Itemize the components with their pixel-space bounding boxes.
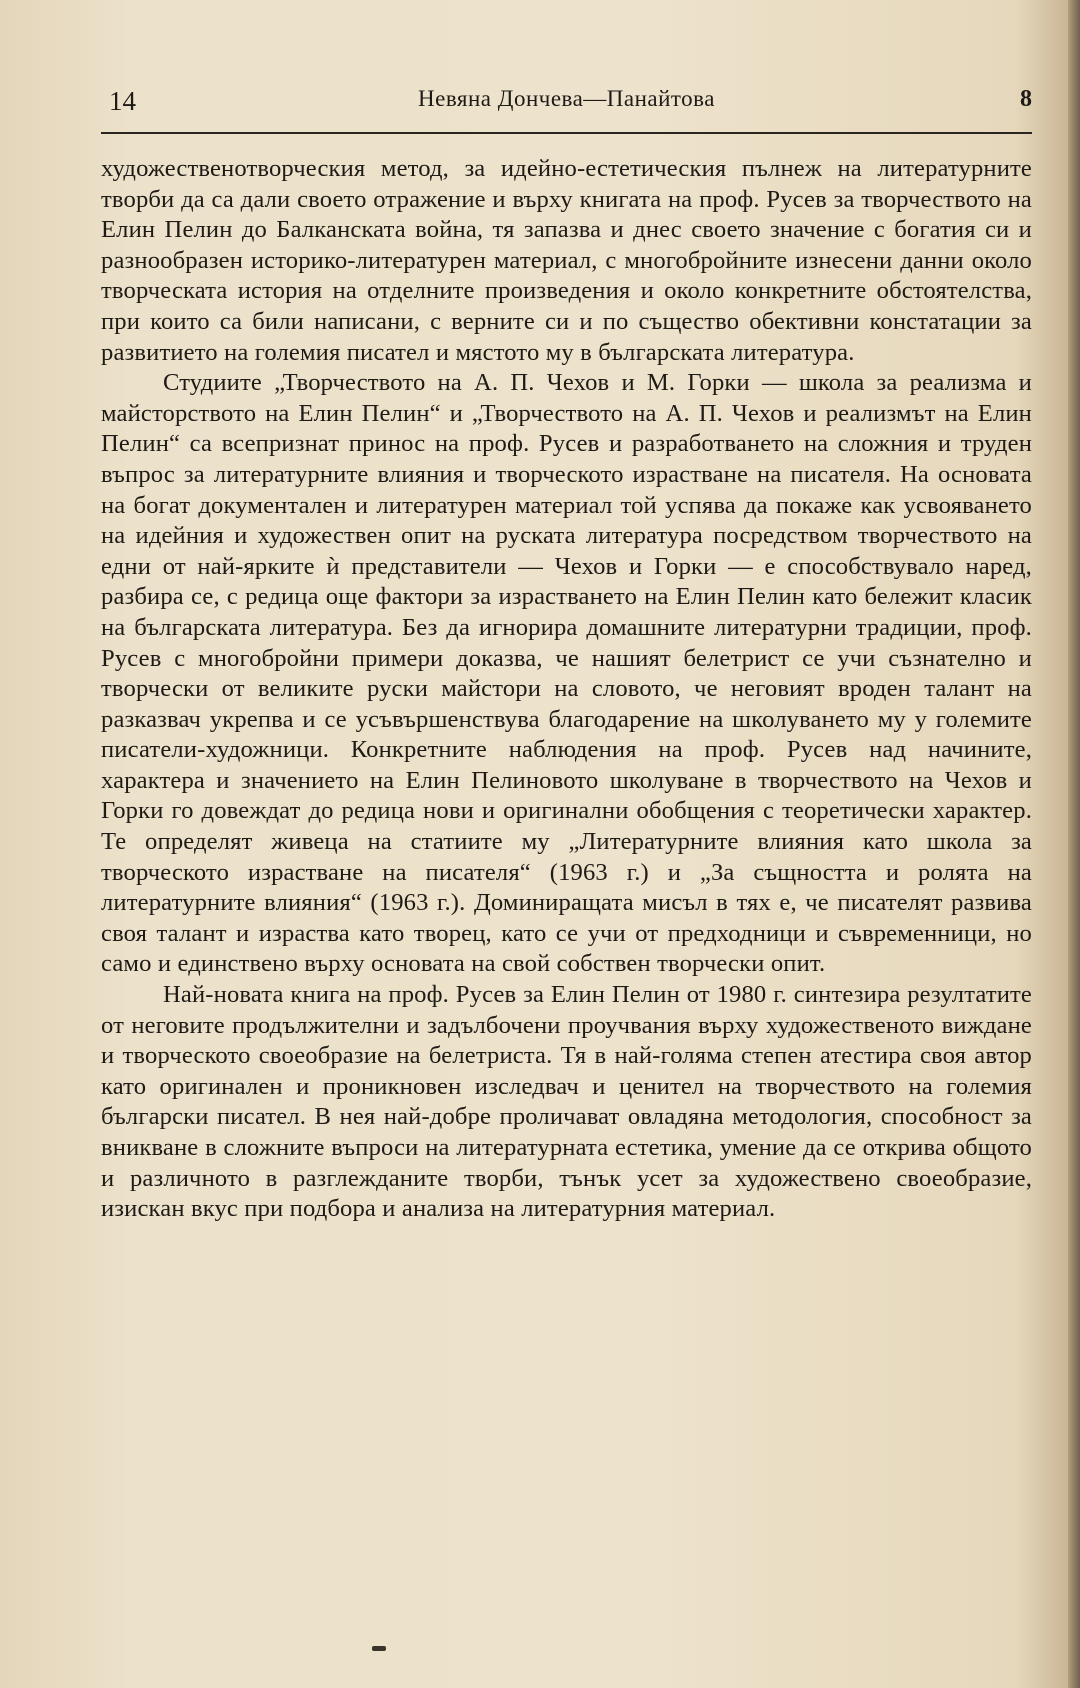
body-text: [101, 154, 1032, 1225]
running-title: Невяна Дончева—Панайтова: [418, 86, 715, 111]
page-header: [101, 86, 1032, 122]
page-edge-shadow: [1068, 0, 1080, 1688]
header-rule: [101, 132, 1032, 134]
paragraph-studies: Студиите „Творчеството на А. П. Чехов и М. Горки — школа за реализма и майсторството на Елин Пелин“ и „Творчеството на А. П. Чехов и реализмът на Елин Пелин“ са всепризнат принос на проф. Русев и разработването на сложния и труден въпрос за литературните влияния и творческото израстване на писателя. На основата на богат документален и литературен материал той успява да покаже как усвояването на идейния и художествен опит на руската литература посредством творчеството на едни от най-ярките ѝ представители — Чехов и Горки — е способствувало наред, разбира се, с редица още фактори за израстването на Елин Пелин като бележит класик на българската литература. Без да игнорира домашните литературни традиции, проф. Русев с многобройни примери доказва, че нашият белетрист се учи съзнателно и творчески от великите руски майстори на словото, че неговият вроден талант на разказвач укрепва и се усъвършенствува благодарение на школуването му у големите писатели-художници. Конкретните наблюдения на проф. Русев над начините, характера и значението на Елин Пелиновото школуване в творчеството на Чехов и Горки го довеждат до редица нови и оригинални обобщения с теоретически характер. Те определят живеца на статиите му „Литературните влияния като школа за творческото израстване на писателя“ (1963 г.) и „За същността и ролята на литературните влияния“ (1963 г.). Доминиращата мисъл в тях е, че писателят развива своя талант и израства като творец, като се учи от предходници и съвременници, но само и единствено върху основата на свой собствен творчески опит.: [101, 369, 1032, 978]
signature-mark: 8: [1020, 86, 1032, 112]
paragraph-new-book: Най-новата книга на проф. Русев за Елин Пелин от 1980 г. синтезира резултатите от неговите продължителни и задълбочени проучвания върху художественото виждане и творческото своеобразие на белетриста. Тя в най-голяма степен атестира своя автор като оригинален и проникновен изследвач и ценител на творчеството на големия български писател. В нея най-добре проличават овладяна методология, способност за вникване в сложните въпроси на литературната естетика, умение да се открива общото и различното в разглежданите творби, тънък усет за художествено своеобразие, изискан вкус при подбора и анализа на литературния материал.: [101, 981, 1032, 1223]
paragraph-continued: художественотворческия метод, за идейно-естетическия пълнеж на литературните творби да са дали своето отражение и върху книгата на проф. Русев за творчеството на Елин Пелин до Балканската война, тя запазва и днес своето значение с богатия си и разнообразен историко-литературен материал, с многобройните изнесени данни около творческата история на отделните произведения и около конкретните обстоятелства, при които са били написани, с верните си и по същество обективни констатации за развитието на големия писател и мястото му в българската литература.: [101, 155, 1032, 366]
ink-blot: [372, 1646, 386, 1651]
page-number: 14: [109, 86, 136, 116]
